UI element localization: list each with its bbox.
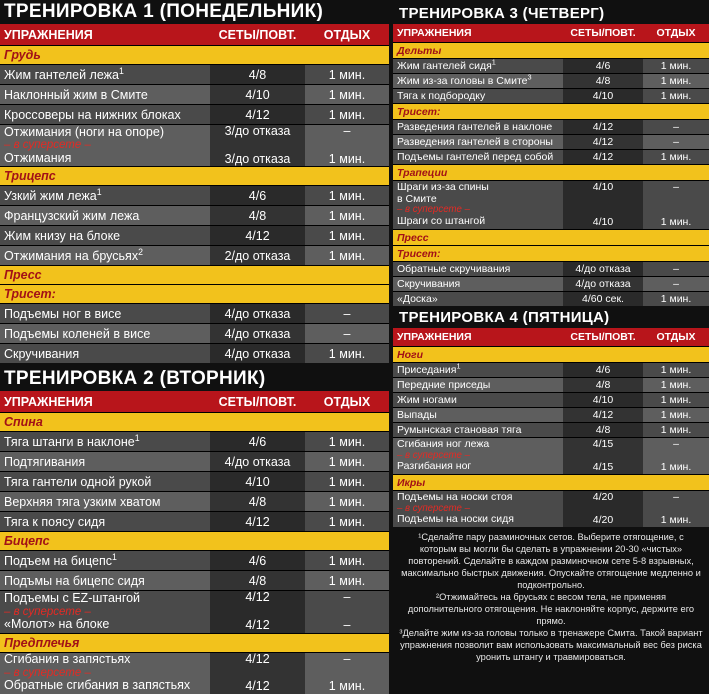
group-row [393, 104, 709, 120]
header-rest: ОТДЫХ [643, 328, 709, 347]
rest-value: – – [305, 591, 389, 633]
exercise-row [0, 226, 389, 246]
rest-value: 1 мин. [305, 186, 389, 206]
rest-value: 1 мин. [305, 344, 389, 364]
group-row [0, 413, 389, 432]
superset-row [393, 181, 709, 230]
rest-value: 1 мин. [305, 65, 389, 85]
sets-value: 4/10 [563, 89, 643, 104]
rest-value: 1 мин. [643, 292, 709, 307]
group-label: Пресс [393, 230, 709, 246]
exercise-name: Сгибания ног лежа – в суперсете – Разгибания ног [393, 438, 563, 475]
sets-value: 4/12 [563, 408, 643, 423]
exercise-row [0, 452, 389, 472]
sets-value: 4/10 [210, 472, 305, 492]
rest-value: 1 мин. [305, 472, 389, 492]
sets-value: 4/8 [210, 492, 305, 512]
group-row [393, 165, 709, 181]
exercise-row [0, 65, 389, 85]
header-exercise: УПРАЖНЕНИЯ [0, 24, 210, 46]
exercise-name: Выпады [393, 408, 563, 423]
group-label: Спина [0, 413, 389, 432]
exercise-row [0, 85, 389, 105]
exercise-name: Передние приседы [393, 378, 563, 393]
sets-value: 4/12 [563, 120, 643, 135]
header-rest: ОТДЫХ [305, 24, 389, 46]
header-exercise: УПРАЖНЕНИЯ [0, 391, 210, 413]
sets-value: 4/8 [210, 65, 305, 85]
sets-value: 4/15 4/15 [563, 438, 643, 475]
group-label: Ноги [393, 347, 709, 363]
group-label: Предплечья [0, 633, 389, 652]
workout-4-table [393, 328, 709, 527]
exercise-name: Подъемы гантелей перед собой [393, 150, 563, 165]
exercise-row [0, 206, 389, 226]
superset-note: – в суперсете – [397, 502, 470, 514]
exercise-name: Разведения гантелей в наклоне [393, 120, 563, 135]
exercise-row [0, 571, 389, 591]
rest-value: 1 мин. [643, 363, 709, 378]
sets-value: 3/до отказа 3/до отказа [210, 125, 305, 167]
footnote-1: ¹Сделайте пару разминочных сетов. Выберите отягощение, с которым вы могли бы сделать в упражнении 20-30 «чистых» повторений. Сделайте в каждом разминочном сете 5-8 взрывных, максимально быстрых движения. Опускайте отягощение медленно и подконтрольно. [401, 532, 701, 590]
group-row [0, 532, 389, 551]
exercise-row [0, 246, 389, 266]
sets-value: 4/8 [563, 423, 643, 438]
sets-value: 4/10 [563, 393, 643, 408]
rest-value: 1 мин. [305, 551, 389, 571]
rest-value: – [305, 324, 389, 344]
exercise-name: Жим книзу на блоке [0, 226, 210, 246]
exercise-name: Верхняя тяга узким хватом [0, 492, 210, 512]
superset-note: – в суперсете – [397, 449, 470, 461]
exercise-name: Отжимания на брусьях$^2$ [0, 246, 210, 266]
footnote-3: ³Делайте жим из-за головы только в тренажере Смита. Такой вариант упражнения позволит вам использовать максимальный вес без риска уронить штангу и травмироваться. [399, 628, 703, 662]
sets-value: 4/8 [210, 206, 305, 226]
sets-value: 4/12 [210, 226, 305, 246]
rest-value: – 1 мин. [643, 181, 709, 230]
group-row [393, 246, 709, 262]
exercise-row [393, 277, 709, 292]
right-column [393, 0, 709, 663]
table-header [0, 24, 389, 46]
group-row [393, 43, 709, 59]
exercise-name: Разведения гантелей в стороны [393, 135, 563, 150]
exercise-row [0, 304, 389, 324]
exercise-name: Подъмы на бицепс сидя [0, 571, 210, 591]
header-sets: СЕТЫ/ПОВТ. [563, 24, 643, 43]
group-label: Пресс [0, 266, 389, 285]
exercise-name: Тяга к поясу сидя [0, 512, 210, 532]
exercise-row [393, 292, 709, 307]
exercise-row [0, 344, 389, 364]
workout-4-title: ТРЕНИРОВКА 4 (ПЯТНИЦА) [399, 309, 610, 326]
sets-value: 4/12 [563, 150, 643, 165]
group-row [0, 285, 389, 304]
superset-note: – в суперсете – [4, 666, 91, 679]
exercise-name: Тяга гантели одной рукой [0, 472, 210, 492]
exercise-name: Подъем на бицепс$^1$ [0, 551, 210, 571]
exercise-name: Отжимания (ноги на опоре) – в суперсете – Отжимания [0, 125, 210, 167]
rest-value: 1 мин. [643, 408, 709, 423]
group-label: Трисет: [0, 285, 389, 304]
sets-value: 4/6 [210, 432, 305, 452]
group-row [393, 475, 709, 491]
superset-note: – в суперсете – [4, 139, 91, 152]
header-sets: СЕТЫ/ПОВТ. [563, 328, 643, 347]
rest-value: – 1 мин. [305, 652, 389, 694]
superset-row [0, 591, 389, 633]
exercise-row [0, 551, 389, 571]
sets-value: 2/до отказа [210, 246, 305, 266]
workout-2-table [0, 391, 389, 694]
rest-value: – [643, 135, 709, 150]
sets-value: 4/до отказа [210, 324, 305, 344]
exercise-name: Жим гантелей сидя$^1$ [393, 59, 563, 74]
exercise-row [0, 512, 389, 532]
exercise-name: Жим ногами [393, 393, 563, 408]
exercise-name: Жим из-за головы в Смите$^3$ [393, 74, 563, 89]
sets-value: 4/до отказа [210, 344, 305, 364]
exercise-name: Кроссоверы на нижних блоках [0, 105, 210, 125]
sets-value: 4/8 [563, 74, 643, 89]
exercise-name: Обратные скручивания [393, 262, 563, 277]
exercise-row [393, 59, 709, 74]
exercise-name: Узкий жим лежа$^1$ [0, 186, 210, 206]
rest-value: 1 мин. [305, 432, 389, 452]
exercise-row [393, 423, 709, 438]
exercise-row [393, 135, 709, 150]
rest-value: 1 мин. [643, 423, 709, 438]
superset-note: – в суперсете – [4, 605, 91, 618]
sets-value: 4/12 [210, 512, 305, 532]
rest-value: – 1 мин. [305, 125, 389, 167]
rest-value: – 1 мин. [643, 491, 709, 528]
table-header [393, 328, 709, 347]
sets-value: 4/до отказа [210, 452, 305, 472]
sets-value: 4/6 [563, 363, 643, 378]
exercise-row [393, 150, 709, 165]
table-header [393, 24, 709, 43]
rest-value: 1 мин. [643, 74, 709, 89]
superset-note: – в суперсете – [397, 204, 470, 216]
rest-value: 1 мин. [305, 226, 389, 246]
sets-value: 4/12 4/12 [210, 591, 305, 633]
superset-row [0, 125, 389, 167]
sets-value: 4/6 [210, 186, 305, 206]
superset-row [393, 491, 709, 528]
table-header [0, 391, 389, 413]
group-label: Трисет: [393, 104, 709, 120]
exercise-name: Жим гантелей лежа$^1$ [0, 65, 210, 85]
rest-value: 1 мин. [305, 452, 389, 472]
rest-value: 1 мин. [643, 89, 709, 104]
sets-value: 4/10 [210, 85, 305, 105]
exercise-row [393, 89, 709, 104]
rest-value: 1 мин. [643, 59, 709, 74]
exercise-row [0, 186, 389, 206]
sets-value: 4/до отказа [563, 277, 643, 292]
sets-value: 4/8 [563, 378, 643, 393]
exercise-name: Подтягивания [0, 452, 210, 472]
superset-row [0, 652, 389, 694]
exercise-row [393, 74, 709, 89]
sets-value: 4/10 4/10 [563, 181, 643, 230]
header-sets: СЕТЫ/ПОВТ. [210, 24, 305, 46]
exercise-name: Шраги из-за спины в Смите – в суперсете – Шраги со штангой [393, 181, 563, 230]
rest-value: 1 мин. [643, 378, 709, 393]
rest-value: – [643, 120, 709, 135]
exercise-name: Тяга штанги в наклоне$^1$ [0, 432, 210, 452]
group-row [0, 633, 389, 652]
rest-value: – [643, 262, 709, 277]
exercise-name: Подъемы на носки стоя – в суперсете – Подъемы на носки сидя [393, 491, 563, 528]
sets-value: 4/до отказа [210, 304, 305, 324]
exercise-name: Румынская становая тяга [393, 423, 563, 438]
exercise-row [393, 262, 709, 277]
group-label: Трицепс [0, 167, 389, 186]
exercise-row [393, 120, 709, 135]
rest-value: 1 мин. [643, 393, 709, 408]
rest-value: 1 мин. [305, 246, 389, 266]
rest-value: 1 мин. [305, 105, 389, 125]
exercise-name: Подъемы с EZ-штангой – в суперсете – «Молот» на блоке [0, 591, 210, 633]
exercise-name: Наклонный жим в Смите [0, 85, 210, 105]
exercise-row [0, 432, 389, 452]
header-rest: ОТДЫХ [305, 391, 389, 413]
rest-value: – 1 мин. [643, 438, 709, 475]
workout-2-title: ТРЕНИРОВКА 2 (ВТОРНИК) [4, 368, 266, 390]
rest-value: 1 мин. [643, 150, 709, 165]
exercise-name: Скручивания [393, 277, 563, 292]
sets-value: 4/12 [210, 105, 305, 125]
exercise-name: Подъемы коленей в висе [0, 324, 210, 344]
workout-1-table [0, 24, 389, 363]
header-exercise: УПРАЖНЕНИЯ [393, 24, 563, 43]
group-label: Икры [393, 475, 709, 491]
workout-3-table [393, 24, 709, 306]
exercise-row [0, 105, 389, 125]
exercise-name: Скручивания [0, 344, 210, 364]
group-row [0, 46, 389, 65]
rest-value: – [305, 304, 389, 324]
group-label: Трапеции [393, 165, 709, 181]
exercise-row [393, 378, 709, 393]
sets-value: 4/12 [563, 135, 643, 150]
footnotes [393, 527, 709, 663]
exercise-row [393, 408, 709, 423]
sets-value: 4/6 [210, 551, 305, 571]
sets-value: 4/12 4/12 [210, 652, 305, 694]
exercise-row [393, 393, 709, 408]
group-row [0, 167, 389, 186]
footnote-2: ²Отжимайтесь на брусьях с весом тела, не применяя дополнительного отягощения. Не наклоняйте корпус, держите его прямо. [407, 592, 695, 626]
rest-value: 1 мин. [305, 492, 389, 512]
rest-value: 1 мин. [305, 571, 389, 591]
sets-value: 4/6 [563, 59, 643, 74]
exercise-row [0, 492, 389, 512]
workout-1-title: ТРЕНИРОВКА 1 (ПОНЕДЕЛЬНИК) [4, 1, 324, 22]
rest-value: 1 мин. [305, 85, 389, 105]
rest-value: – [643, 277, 709, 292]
header-exercise: УПРАЖНЕНИЯ [393, 328, 563, 347]
header-rest: ОТДЫХ [643, 24, 709, 43]
group-row [393, 230, 709, 246]
exercise-name: Сгибания в запястьях – в суперсете – Обратные сгибания в запястьях [0, 652, 210, 694]
group-label: Дельты [393, 43, 709, 59]
group-row [0, 266, 389, 285]
workout-3-title: ТРЕНИРОВКА 3 (ЧЕТВЕРГ) [399, 5, 605, 22]
exercise-name: Подъемы ног в висе [0, 304, 210, 324]
exercise-name: Приседания$^1$ [393, 363, 563, 378]
exercise-name: Тяга к подбородку [393, 89, 563, 104]
group-row [393, 347, 709, 363]
exercise-name: Французский жим лежа [0, 206, 210, 226]
sets-value: 4/8 [210, 571, 305, 591]
exercise-row [0, 324, 389, 344]
rest-value: 1 мин. [305, 206, 389, 226]
group-label: Бицепс [0, 532, 389, 551]
sets-value: 4/20 4/20 [563, 491, 643, 528]
rest-value: 1 мин. [305, 512, 389, 532]
header-sets: СЕТЫ/ПОВТ. [210, 391, 305, 413]
superset-row [393, 438, 709, 475]
sets-value: 4/60 сек. [563, 292, 643, 307]
exercise-name: «Доска» [393, 292, 563, 307]
exercise-row [0, 472, 389, 492]
group-label: Грудь [0, 46, 389, 65]
exercise-row [393, 363, 709, 378]
group-label: Трисет: [393, 246, 709, 262]
sets-value: 4/до отказа [563, 262, 643, 277]
